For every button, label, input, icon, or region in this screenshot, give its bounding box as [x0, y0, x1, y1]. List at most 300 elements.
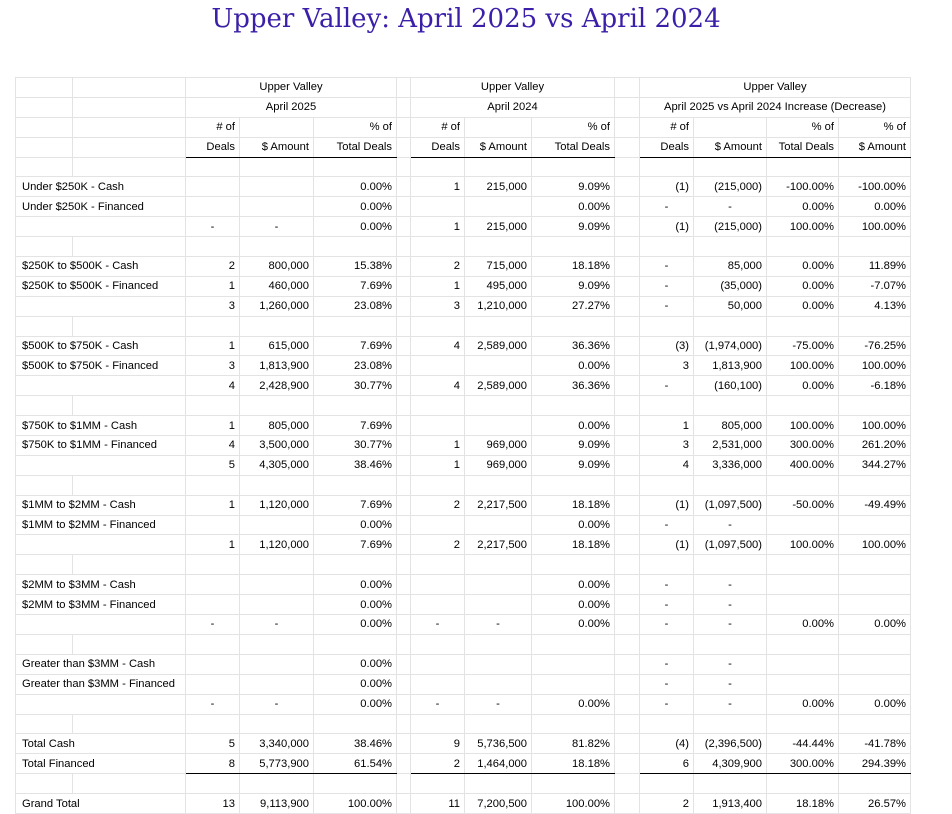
pct-amount-change: 294.39% [839, 754, 911, 774]
pct-2024 [532, 674, 615, 694]
deals-2024: 2 [411, 495, 465, 515]
table-row [16, 276, 911, 296]
pct-2024: 9.09% [532, 436, 615, 456]
pct-2025: 100.00% [314, 794, 397, 814]
amount-change: - [694, 674, 767, 694]
amount-2024 [465, 416, 532, 436]
header-total-deals: Total Deals [767, 137, 839, 157]
amount-change: (215,000) [694, 177, 767, 197]
pct-2024: 0.00% [532, 356, 615, 376]
pct-amount-change: 100.00% [839, 416, 911, 436]
deals-2025 [186, 575, 240, 595]
amount-2025: 1,120,000 [240, 495, 314, 515]
pct-deals-change: -44.44% [767, 734, 839, 754]
pct-2025: 0.00% [314, 177, 397, 197]
amount-2025 [240, 654, 314, 674]
pct-2025: 0.00% [314, 674, 397, 694]
pct-2025: 0.00% [314, 197, 397, 217]
pct-deals-change [767, 674, 839, 694]
table-row [16, 515, 911, 535]
spacer-row [16, 316, 911, 336]
deals-change: - [640, 615, 694, 635]
amount-change: 3,336,000 [694, 455, 767, 475]
header-deals: Deals [411, 137, 465, 157]
pct-deals-change [767, 654, 839, 674]
pct-2024: 0.00% [532, 575, 615, 595]
deals-change: 1 [640, 416, 694, 436]
table-row [16, 436, 911, 456]
pct-2024: 9.09% [532, 217, 615, 237]
amount-2024 [465, 575, 532, 595]
pct-2024: 0.00% [532, 197, 615, 217]
pct-2025: 7.69% [314, 336, 397, 356]
amount-2025: 460,000 [240, 276, 314, 296]
deals-change: (1) [640, 495, 694, 515]
deals-2025 [186, 177, 240, 197]
deals-2025: 8 [186, 754, 240, 774]
deals-table [15, 77, 911, 814]
table-row [16, 257, 911, 277]
pct-2025: 7.69% [314, 495, 397, 515]
amount-2024: 2,589,000 [465, 376, 532, 396]
amount-2024: - [465, 694, 532, 714]
deals-2024 [411, 416, 465, 436]
pct-2024: 100.00% [532, 794, 615, 814]
pct-deals-change: 0.00% [767, 615, 839, 635]
pct-deals-change: 300.00% [767, 754, 839, 774]
deals-change: - [640, 694, 694, 714]
pct-amount-change: 0.00% [839, 694, 911, 714]
pct-2025: 0.00% [314, 595, 397, 615]
pct-deals-change: 100.00% [767, 535, 839, 555]
amount-2025: 1,813,900 [240, 356, 314, 376]
deals-change: (1) [640, 217, 694, 237]
pct-amount-change: 100.00% [839, 217, 911, 237]
row-label: $500K to $750K - Financed [16, 356, 186, 376]
deals-2024 [411, 197, 465, 217]
row-label: $500K to $750K - Cash [16, 336, 186, 356]
amount-2024: 7,200,500 [465, 794, 532, 814]
subtotal-row [16, 455, 911, 475]
pct-2025: 38.46% [314, 455, 397, 475]
amount-change: 85,000 [694, 257, 767, 277]
group-2-line-2: April 2024 [411, 97, 615, 117]
row-label [16, 376, 186, 396]
row-label: Total Financed [16, 754, 186, 774]
amount-2024: 215,000 [465, 177, 532, 197]
pct-amount-change: -7.07% [839, 276, 911, 296]
deals-change: - [640, 257, 694, 277]
spacer-row [16, 555, 911, 575]
amount-2024: 715,000 [465, 257, 532, 277]
deals-2024: 2 [411, 754, 465, 774]
pct-deals-change: 100.00% [767, 356, 839, 376]
amount-change: (1,097,500) [694, 495, 767, 515]
amount-2024: 215,000 [465, 217, 532, 237]
amount-2024: - [465, 615, 532, 635]
amount-2025: 2,428,900 [240, 376, 314, 396]
pct-amount-change [839, 515, 911, 535]
deals-2024: - [411, 615, 465, 635]
pct-2024: 9.09% [532, 177, 615, 197]
deals-2024: 1 [411, 455, 465, 475]
deals-2025: 4 [186, 376, 240, 396]
pct-2025: 38.46% [314, 734, 397, 754]
amount-change: 4,309,900 [694, 754, 767, 774]
amount-change: 805,000 [694, 416, 767, 436]
amount-2025: 9,113,900 [240, 794, 314, 814]
pct-2025: 0.00% [314, 615, 397, 635]
deals-2025: 1 [186, 336, 240, 356]
header-pct: % of [839, 117, 911, 137]
amount-2025: 615,000 [240, 336, 314, 356]
subtotal-row [16, 296, 911, 316]
pct-2025: 15.38% [314, 257, 397, 277]
pct-deals-change: 0.00% [767, 296, 839, 316]
amount-change: - [694, 654, 767, 674]
deals-2025: 3 [186, 356, 240, 376]
pct-deals-change [767, 575, 839, 595]
row-label [16, 455, 186, 475]
pct-amount-change [839, 595, 911, 615]
header-amount: $ Amount [694, 137, 767, 157]
table-row [16, 416, 911, 436]
table-row [16, 654, 911, 674]
pct-amount-change [839, 674, 911, 694]
row-label: $2MM to $3MM - Cash [16, 575, 186, 595]
pct-amount-change: 26.57% [839, 794, 911, 814]
row-label: $2MM to $3MM - Financed [16, 595, 186, 615]
spacer-row [16, 634, 911, 654]
row-label: Greater than $3MM - Financed [16, 674, 186, 694]
deals-change: 3 [640, 436, 694, 456]
deals-change: - [640, 376, 694, 396]
deals-change: - [640, 595, 694, 615]
row-label: Total Cash [16, 734, 186, 754]
amount-change: 1,813,900 [694, 356, 767, 376]
amount-2025: 805,000 [240, 416, 314, 436]
pct-2025: 0.00% [314, 654, 397, 674]
pct-2024: 0.00% [532, 416, 615, 436]
pct-deals-change: -75.00% [767, 336, 839, 356]
deals-2025 [186, 197, 240, 217]
deals-change: - [640, 674, 694, 694]
amount-2024: 5,736,500 [465, 734, 532, 754]
deals-2025: 5 [186, 455, 240, 475]
pct-deals-change: 18.18% [767, 794, 839, 814]
pct-2024: 18.18% [532, 257, 615, 277]
deals-2025 [186, 674, 240, 694]
amount-2024: 969,000 [465, 455, 532, 475]
subtotal-row [16, 535, 911, 555]
deals-change: 3 [640, 356, 694, 376]
amount-2025: 3,500,000 [240, 436, 314, 456]
amount-2024 [465, 654, 532, 674]
pct-2024: 0.00% [532, 615, 615, 635]
pct-amount-change: 100.00% [839, 356, 911, 376]
pct-amount-change: 4.13% [839, 296, 911, 316]
group-2-line-1: Upper Valley [411, 78, 615, 98]
pct-2025: 23.08% [314, 356, 397, 376]
deals-2024 [411, 654, 465, 674]
grand-total-row [16, 794, 911, 814]
deals-2024 [411, 515, 465, 535]
pct-amount-change: -100.00% [839, 177, 911, 197]
amount-change: (160,100) [694, 376, 767, 396]
group-1-line-1: Upper Valley [186, 78, 397, 98]
pct-amount-change [839, 575, 911, 595]
pct-2024: 18.18% [532, 535, 615, 555]
deals-2025 [186, 515, 240, 535]
pct-deals-change: 0.00% [767, 257, 839, 277]
deals-2025: 3 [186, 296, 240, 316]
pct-amount-change: 261.20% [839, 436, 911, 456]
amount-2025 [240, 197, 314, 217]
amount-change: (1,974,000) [694, 336, 767, 356]
amount-2024: 495,000 [465, 276, 532, 296]
deals-change: 6 [640, 754, 694, 774]
spacer-row [16, 475, 911, 495]
pct-2025: 23.08% [314, 296, 397, 316]
table-row [16, 674, 911, 694]
row-label: $750K to $1MM - Cash [16, 416, 186, 436]
pct-2024: 18.18% [532, 495, 615, 515]
row-label: Under $250K - Cash [16, 177, 186, 197]
amount-2024: 969,000 [465, 436, 532, 456]
pct-amount-change: 11.89% [839, 257, 911, 277]
pct-2024: 36.36% [532, 336, 615, 356]
deals-change: (3) [640, 336, 694, 356]
pct-2024: 0.00% [532, 595, 615, 615]
header-deals: Deals [186, 137, 240, 157]
group-1-line-2: April 2025 [186, 97, 397, 117]
group-header-row-1 [16, 78, 911, 98]
amount-2025: 1,120,000 [240, 535, 314, 555]
deals-2025: - [186, 694, 240, 714]
row-label: Under $250K - Financed [16, 197, 186, 217]
amount-change: - [694, 595, 767, 615]
deals-2025: - [186, 615, 240, 635]
deals-2024 [411, 356, 465, 376]
amount-2025 [240, 515, 314, 535]
deals-2024: 1 [411, 217, 465, 237]
table-row [16, 754, 911, 774]
pct-amount-change: -76.25% [839, 336, 911, 356]
deals-change: - [640, 575, 694, 595]
deals-2024: 1 [411, 177, 465, 197]
pct-deals-change: 100.00% [767, 217, 839, 237]
table-row [16, 197, 911, 217]
amount-change: (2,396,500) [694, 734, 767, 754]
deals-2025 [186, 595, 240, 615]
header-total-deals: Total Deals [532, 137, 615, 157]
row-label [16, 217, 186, 237]
subtotal-row [16, 694, 911, 714]
deals-change: 2 [640, 794, 694, 814]
spreadsheet [15, 77, 911, 814]
pct-2025: 7.69% [314, 276, 397, 296]
amount-2024: 1,210,000 [465, 296, 532, 316]
pct-2025: 0.00% [314, 694, 397, 714]
deals-2025: 1 [186, 276, 240, 296]
deals-2025: 5 [186, 734, 240, 754]
header-pct: % of [532, 117, 615, 137]
pct-amount-change: 100.00% [839, 535, 911, 555]
group-header-row-2 [16, 97, 911, 117]
amount-2025 [240, 595, 314, 615]
pct-2025: 0.00% [314, 515, 397, 535]
amount-change: 1,913,400 [694, 794, 767, 814]
amount-2025: 4,305,000 [240, 455, 314, 475]
deals-change: - [640, 654, 694, 674]
subheader-row-2 [16, 137, 911, 157]
pct-2024: 81.82% [532, 734, 615, 754]
deals-2024: 4 [411, 376, 465, 396]
amount-change: (35,000) [694, 276, 767, 296]
amount-2025: 800,000 [240, 257, 314, 277]
group-3-line-2: April 2025 vs April 2024 Increase (Decrease) [640, 97, 911, 117]
spacer-row [16, 774, 911, 794]
deals-change: 4 [640, 455, 694, 475]
row-label: $250K to $500K - Financed [16, 276, 186, 296]
pct-deals-change: 0.00% [767, 376, 839, 396]
pct-2024: 36.36% [532, 376, 615, 396]
amount-2024 [465, 595, 532, 615]
amount-change: (215,000) [694, 217, 767, 237]
table-row [16, 575, 911, 595]
pct-deals-change: 0.00% [767, 197, 839, 217]
amount-2025: - [240, 694, 314, 714]
pct-amount-change: -49.49% [839, 495, 911, 515]
spacer-row [16, 237, 911, 257]
pct-deals-change: 300.00% [767, 436, 839, 456]
table-row [16, 734, 911, 754]
amount-2025: 1,260,000 [240, 296, 314, 316]
pct-2025: 0.00% [314, 575, 397, 595]
amount-2024: 1,464,000 [465, 754, 532, 774]
pct-2025: 7.69% [314, 535, 397, 555]
pct-2025: 61.54% [314, 754, 397, 774]
pct-amount-change: 0.00% [839, 615, 911, 635]
amount-2024: 2,217,500 [465, 535, 532, 555]
header-pct: % of [314, 117, 397, 137]
header-deals: # of [640, 117, 694, 137]
row-label: $1MM to $2MM - Financed [16, 515, 186, 535]
deals-2025: 13 [186, 794, 240, 814]
pct-amount-change: -41.78% [839, 734, 911, 754]
deals-2024: 1 [411, 436, 465, 456]
deals-2024 [411, 674, 465, 694]
amount-2025 [240, 177, 314, 197]
amount-2025: 3,340,000 [240, 734, 314, 754]
amount-change: (1,097,500) [694, 535, 767, 555]
pct-2024 [532, 654, 615, 674]
spacer-row [16, 396, 911, 416]
deals-2025: 1 [186, 416, 240, 436]
deals-2024: 2 [411, 257, 465, 277]
amount-2024 [465, 197, 532, 217]
deals-change: (4) [640, 734, 694, 754]
deals-change: (1) [640, 177, 694, 197]
amount-change: - [694, 615, 767, 635]
pct-2024: 0.00% [532, 515, 615, 535]
row-label [16, 615, 186, 635]
table-row [16, 595, 911, 615]
header-total-deals: Total Deals [314, 137, 397, 157]
pct-2024: 18.18% [532, 754, 615, 774]
pct-deals-change: 0.00% [767, 276, 839, 296]
row-label: Grand Total [16, 794, 186, 814]
pct-deals-change: 100.00% [767, 416, 839, 436]
pct-2024: 9.09% [532, 455, 615, 475]
deals-2025 [186, 654, 240, 674]
header-deals: # of [411, 117, 465, 137]
amount-2025: - [240, 217, 314, 237]
pct-2025: 30.77% [314, 436, 397, 456]
amount-change: - [694, 197, 767, 217]
amount-change: - [694, 575, 767, 595]
row-label: $250K to $500K - Cash [16, 257, 186, 277]
pct-deals-change [767, 595, 839, 615]
pct-2024: 0.00% [532, 694, 615, 714]
deals-2024: 11 [411, 794, 465, 814]
deals-change: - [640, 296, 694, 316]
group-3-line-1: Upper Valley [640, 78, 911, 98]
deals-2024: - [411, 694, 465, 714]
table-row [16, 356, 911, 376]
spacer-row [16, 157, 911, 177]
deals-2025: 1 [186, 495, 240, 515]
deals-2024 [411, 575, 465, 595]
table-row [16, 336, 911, 356]
pct-deals-change [767, 515, 839, 535]
row-label: $1MM to $2MM - Cash [16, 495, 186, 515]
deals-change: - [640, 197, 694, 217]
amount-2024 [465, 515, 532, 535]
deals-change: - [640, 515, 694, 535]
deals-2024: 3 [411, 296, 465, 316]
amount-2025: 5,773,900 [240, 754, 314, 774]
amount-2025 [240, 575, 314, 595]
pct-deals-change: -100.00% [767, 177, 839, 197]
pct-deals-change: -50.00% [767, 495, 839, 515]
deals-2024: 2 [411, 535, 465, 555]
deals-2024: 4 [411, 336, 465, 356]
deals-2024 [411, 595, 465, 615]
pct-amount-change [839, 654, 911, 674]
amount-2025 [240, 674, 314, 694]
deals-2025: 2 [186, 257, 240, 277]
subtotal-row [16, 376, 911, 396]
header-pct-amount: $ Amount [839, 137, 911, 157]
pct-deals-change: 400.00% [767, 455, 839, 475]
row-label [16, 296, 186, 316]
subtotal-row [16, 217, 911, 237]
amount-change: - [694, 694, 767, 714]
pct-amount-change: 0.00% [839, 197, 911, 217]
header-amount: $ Amount [240, 137, 314, 157]
amount-2024 [465, 674, 532, 694]
pct-deals-change: 0.00% [767, 694, 839, 714]
pct-2025: 7.69% [314, 416, 397, 436]
pct-2025: 30.77% [314, 376, 397, 396]
row-label [16, 535, 186, 555]
pct-2025: 0.00% [314, 217, 397, 237]
deals-2025: 1 [186, 535, 240, 555]
header-pct: % of [767, 117, 839, 137]
amount-change: 50,000 [694, 296, 767, 316]
deals-2024: 9 [411, 734, 465, 754]
